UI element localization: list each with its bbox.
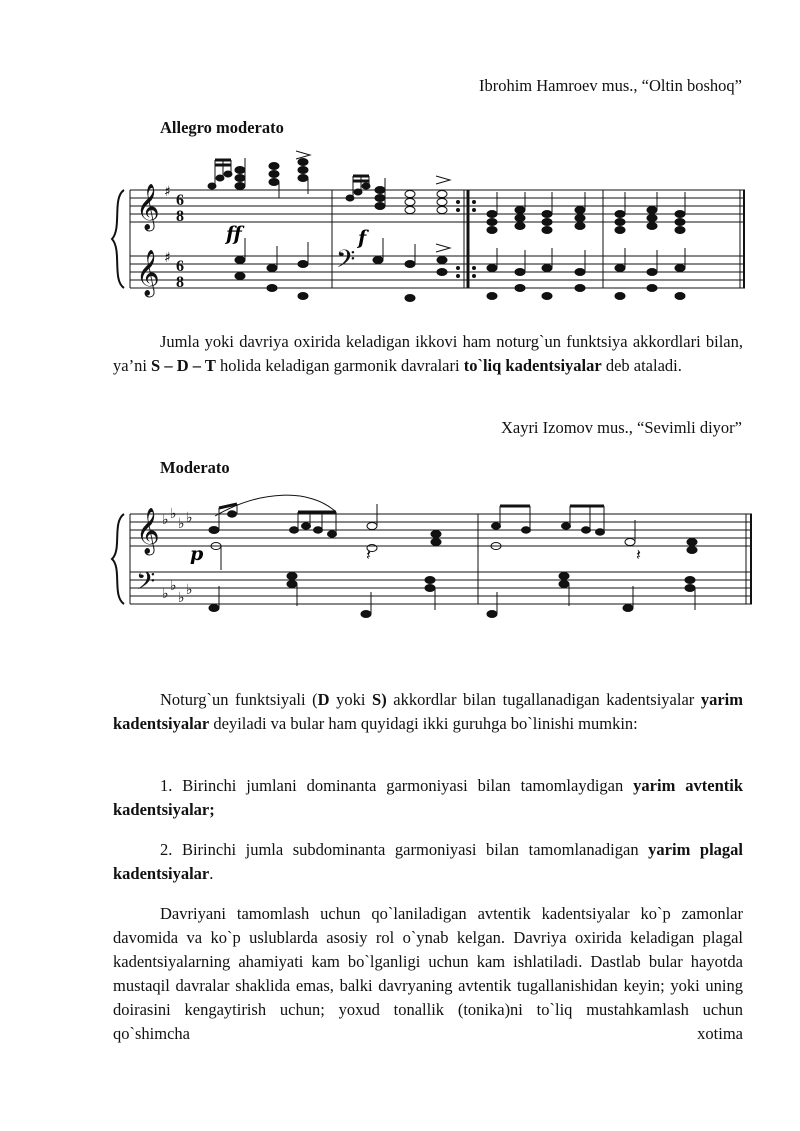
flat-icon-6: ♭ xyxy=(170,578,177,594)
example2-tempo: Moderato xyxy=(160,458,230,477)
time-sig-bottom: 8 xyxy=(176,208,184,225)
paragraph-1: Jumla yoki davriya oxirida keladigan ikkovi ham noturg`un funktsiya akkordlari bilan, ya’ni S – D – T holida keladigan garmonik davralari to`liq kadentsiyalar deb ataladi. xyxy=(113,332,743,375)
flat-icon-5: ♭ xyxy=(162,586,169,602)
dynamic-p: p xyxy=(190,543,204,565)
bass-clef-icon: 𝄢 xyxy=(336,245,356,280)
paragraph-2: Noturg`un funktsiyali (D yoki S) akkordlar bilan tugallanadigan kadentsiyalar yarim kadentsiyalar deyiladi va bular ham quyidagi ikki guruhga bo`linishi mumkin: xyxy=(113,690,743,733)
example1-caption: Ibrohim Hamroev mus., “Oltin boshoq” xyxy=(478,76,742,95)
sharp-icon: ♯ xyxy=(164,184,171,200)
list-item-2: 2. Birinchi jumla subdominanta garmoniyasi bilan tamomlanadigan yarim plagal kadentsiyalar. xyxy=(113,840,743,883)
flat-icon-3: ♭ xyxy=(178,516,185,532)
paragraph-3: Davriyani tamomlash uchun qo`laniladigan avtentik kadentsiyalar ko`p zamonlar davomida va ko`p uslublarda asosiy rol o`ynab kelgan. Davriya oxirida keladigan plagal kadentsiyalarning ahamiyati kam bo`lganligi uchun kam ishlatiladi. Dastlab bular hayotda mustaqil davralar shaklida emas, balki davryaning avtentik tugallanishidan keyin; yoki uning doirasini kengaytirish uchun; yoxud tonallik (tonika)ni to`liq mustahkamlash uchun qo`shimcha xotima xyxy=(113,904,743,1043)
flat-icon: ♭ xyxy=(162,512,169,528)
flat-icon-4: ♭ xyxy=(186,510,193,526)
treble-clef-icon-2: 𝄞 xyxy=(136,250,160,296)
rest-icon-2: 𝄽 xyxy=(636,545,641,564)
music-example-1 xyxy=(0,148,800,308)
bass-clef-icon-2: 𝄢 xyxy=(136,567,156,602)
rest-icon: 𝄽 xyxy=(366,545,371,564)
brace-2 xyxy=(112,514,124,604)
dynamic-ff: ff xyxy=(226,223,242,245)
time-sig-top: 6 xyxy=(176,192,184,209)
flat-icon-8: ♭ xyxy=(186,582,193,598)
sharp-icon-2: ♯ xyxy=(164,250,171,266)
music-example-2 xyxy=(0,490,800,630)
brace-1 xyxy=(112,190,124,288)
treble-clef-icon-3: 𝄞 xyxy=(136,508,160,554)
example2-caption: Xayri Izomov mus., “Sevimli diyor” xyxy=(500,418,742,437)
list-item-1: 1. Birinchi jumlani dominanta garmoniyasi bilan tamomlaydigan yarim avtentik kadentsiyalar; xyxy=(113,776,743,819)
time-sig-bottom-2: 8 xyxy=(176,274,184,291)
dynamic-f: f xyxy=(358,227,367,249)
time-sig-top-2: 6 xyxy=(176,258,184,275)
flat-icon-7: ♭ xyxy=(178,590,185,606)
flat-icon-2: ♭ xyxy=(170,506,177,522)
treble-clef-icon: 𝄞 xyxy=(136,184,160,230)
example1-tempo: Allegro moderato xyxy=(160,118,284,137)
